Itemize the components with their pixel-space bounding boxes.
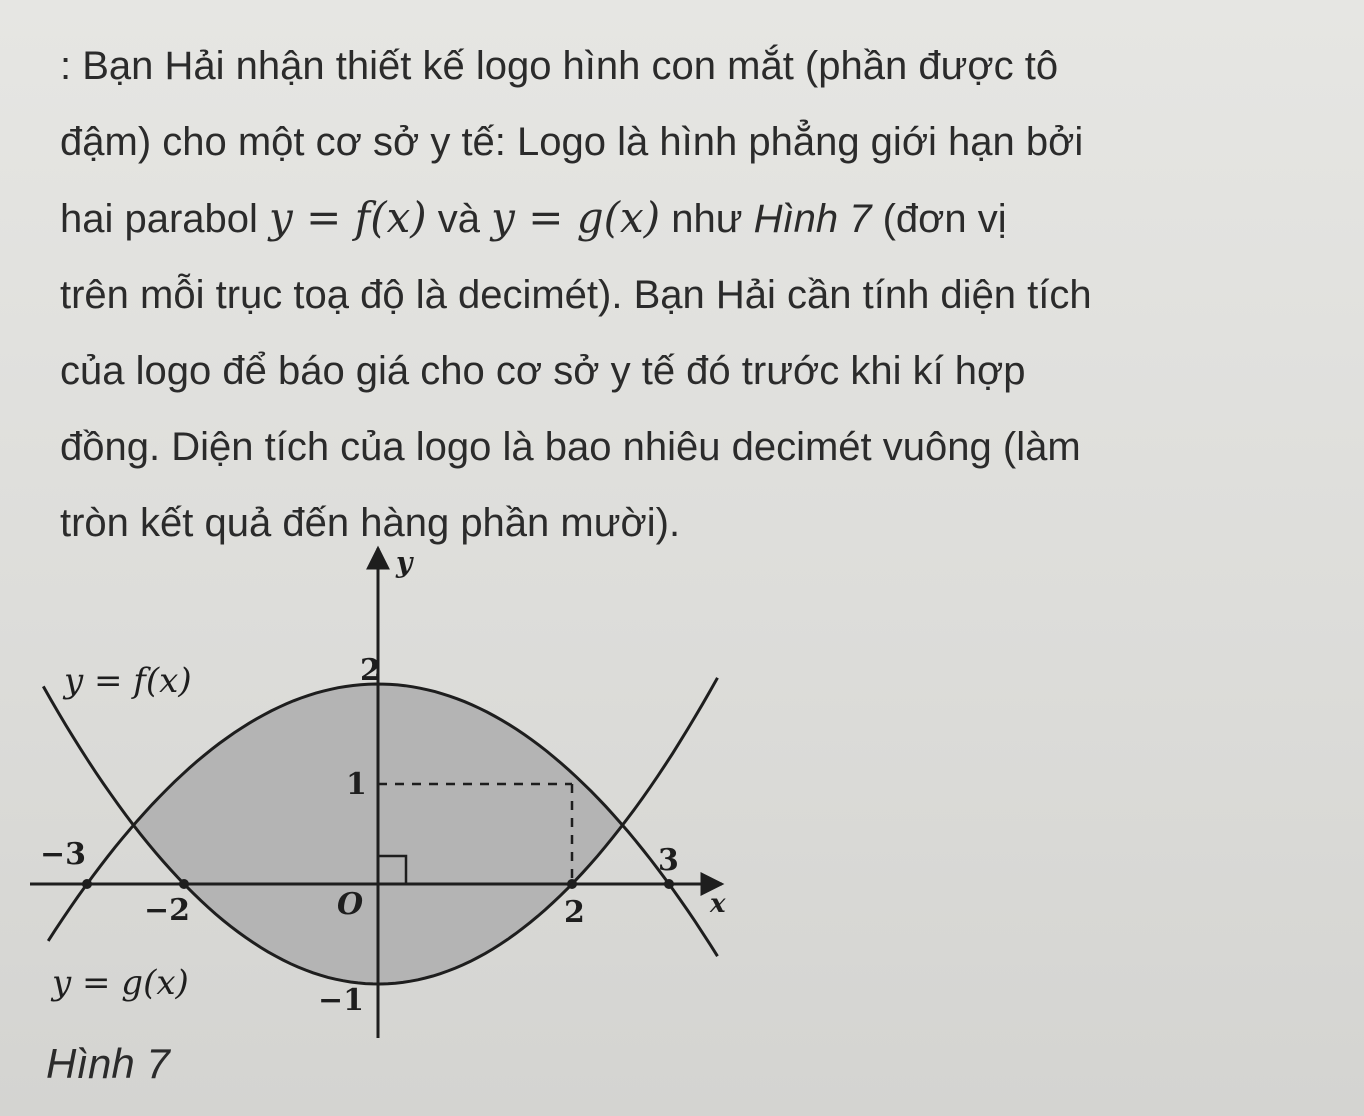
problem-line-2: đậm) cho một cơ sở y tế: Logo là hình phẳng giới hạn bởi [60,120,1084,164]
figure-graph [0,530,760,1040]
tick-x-minus-2: −2 [144,893,191,928]
tick-x-minus-3: −3 [40,837,87,872]
problem-line-3 [60,180,1350,257]
formula-g: y = g(x) [491,193,661,242]
tick-y-2: 2 [360,653,381,688]
problem-line-5: của logo để báo giá cho cơ sở y tế đó trước khi kí hợp [60,349,1026,393]
tick-y-1: 1 [346,767,367,802]
problem-line-1: : Bạn Hải nhận thiết kế logo hình con mắt (phần được tô [60,44,1059,88]
tick-x-3: 3 [658,843,679,878]
figure-caption: Hình 7 [46,1040,170,1087]
axis-label-y: y [396,546,413,579]
problem-line-7: tròn kết quả đến hàng phần mười). [60,501,681,545]
point-x-3 [664,879,674,889]
text-segment: hai parabol [60,197,270,241]
problem-line-6: đồng. Diện tích của logo là bao nhiêu decimét vuông (làm [60,425,1081,469]
text-segment: (đơn vị [871,197,1007,241]
point-x-minus-3 [82,879,92,889]
label-g: y = g(x) [52,963,189,1003]
label-f: y = f(x) [64,661,192,701]
text-segment: như [660,197,754,241]
text-segment: và [426,197,492,241]
figure-reference: Hình 7 [753,197,872,241]
point-x-minus-2 [179,879,189,889]
problem-line-4: trên mỗi trục toạ độ là decimét). Bạn Hải cần tính diện tích [60,273,1092,317]
axis-label-x: x [710,889,726,919]
tick-x-2: 2 [564,895,585,930]
formula-f: y = f(x) [269,193,427,242]
point-x-2 [567,879,577,889]
origin-label: O [337,887,364,922]
tick-y-minus-1: −1 [318,983,365,1018]
problem-statement [60,28,1350,561]
